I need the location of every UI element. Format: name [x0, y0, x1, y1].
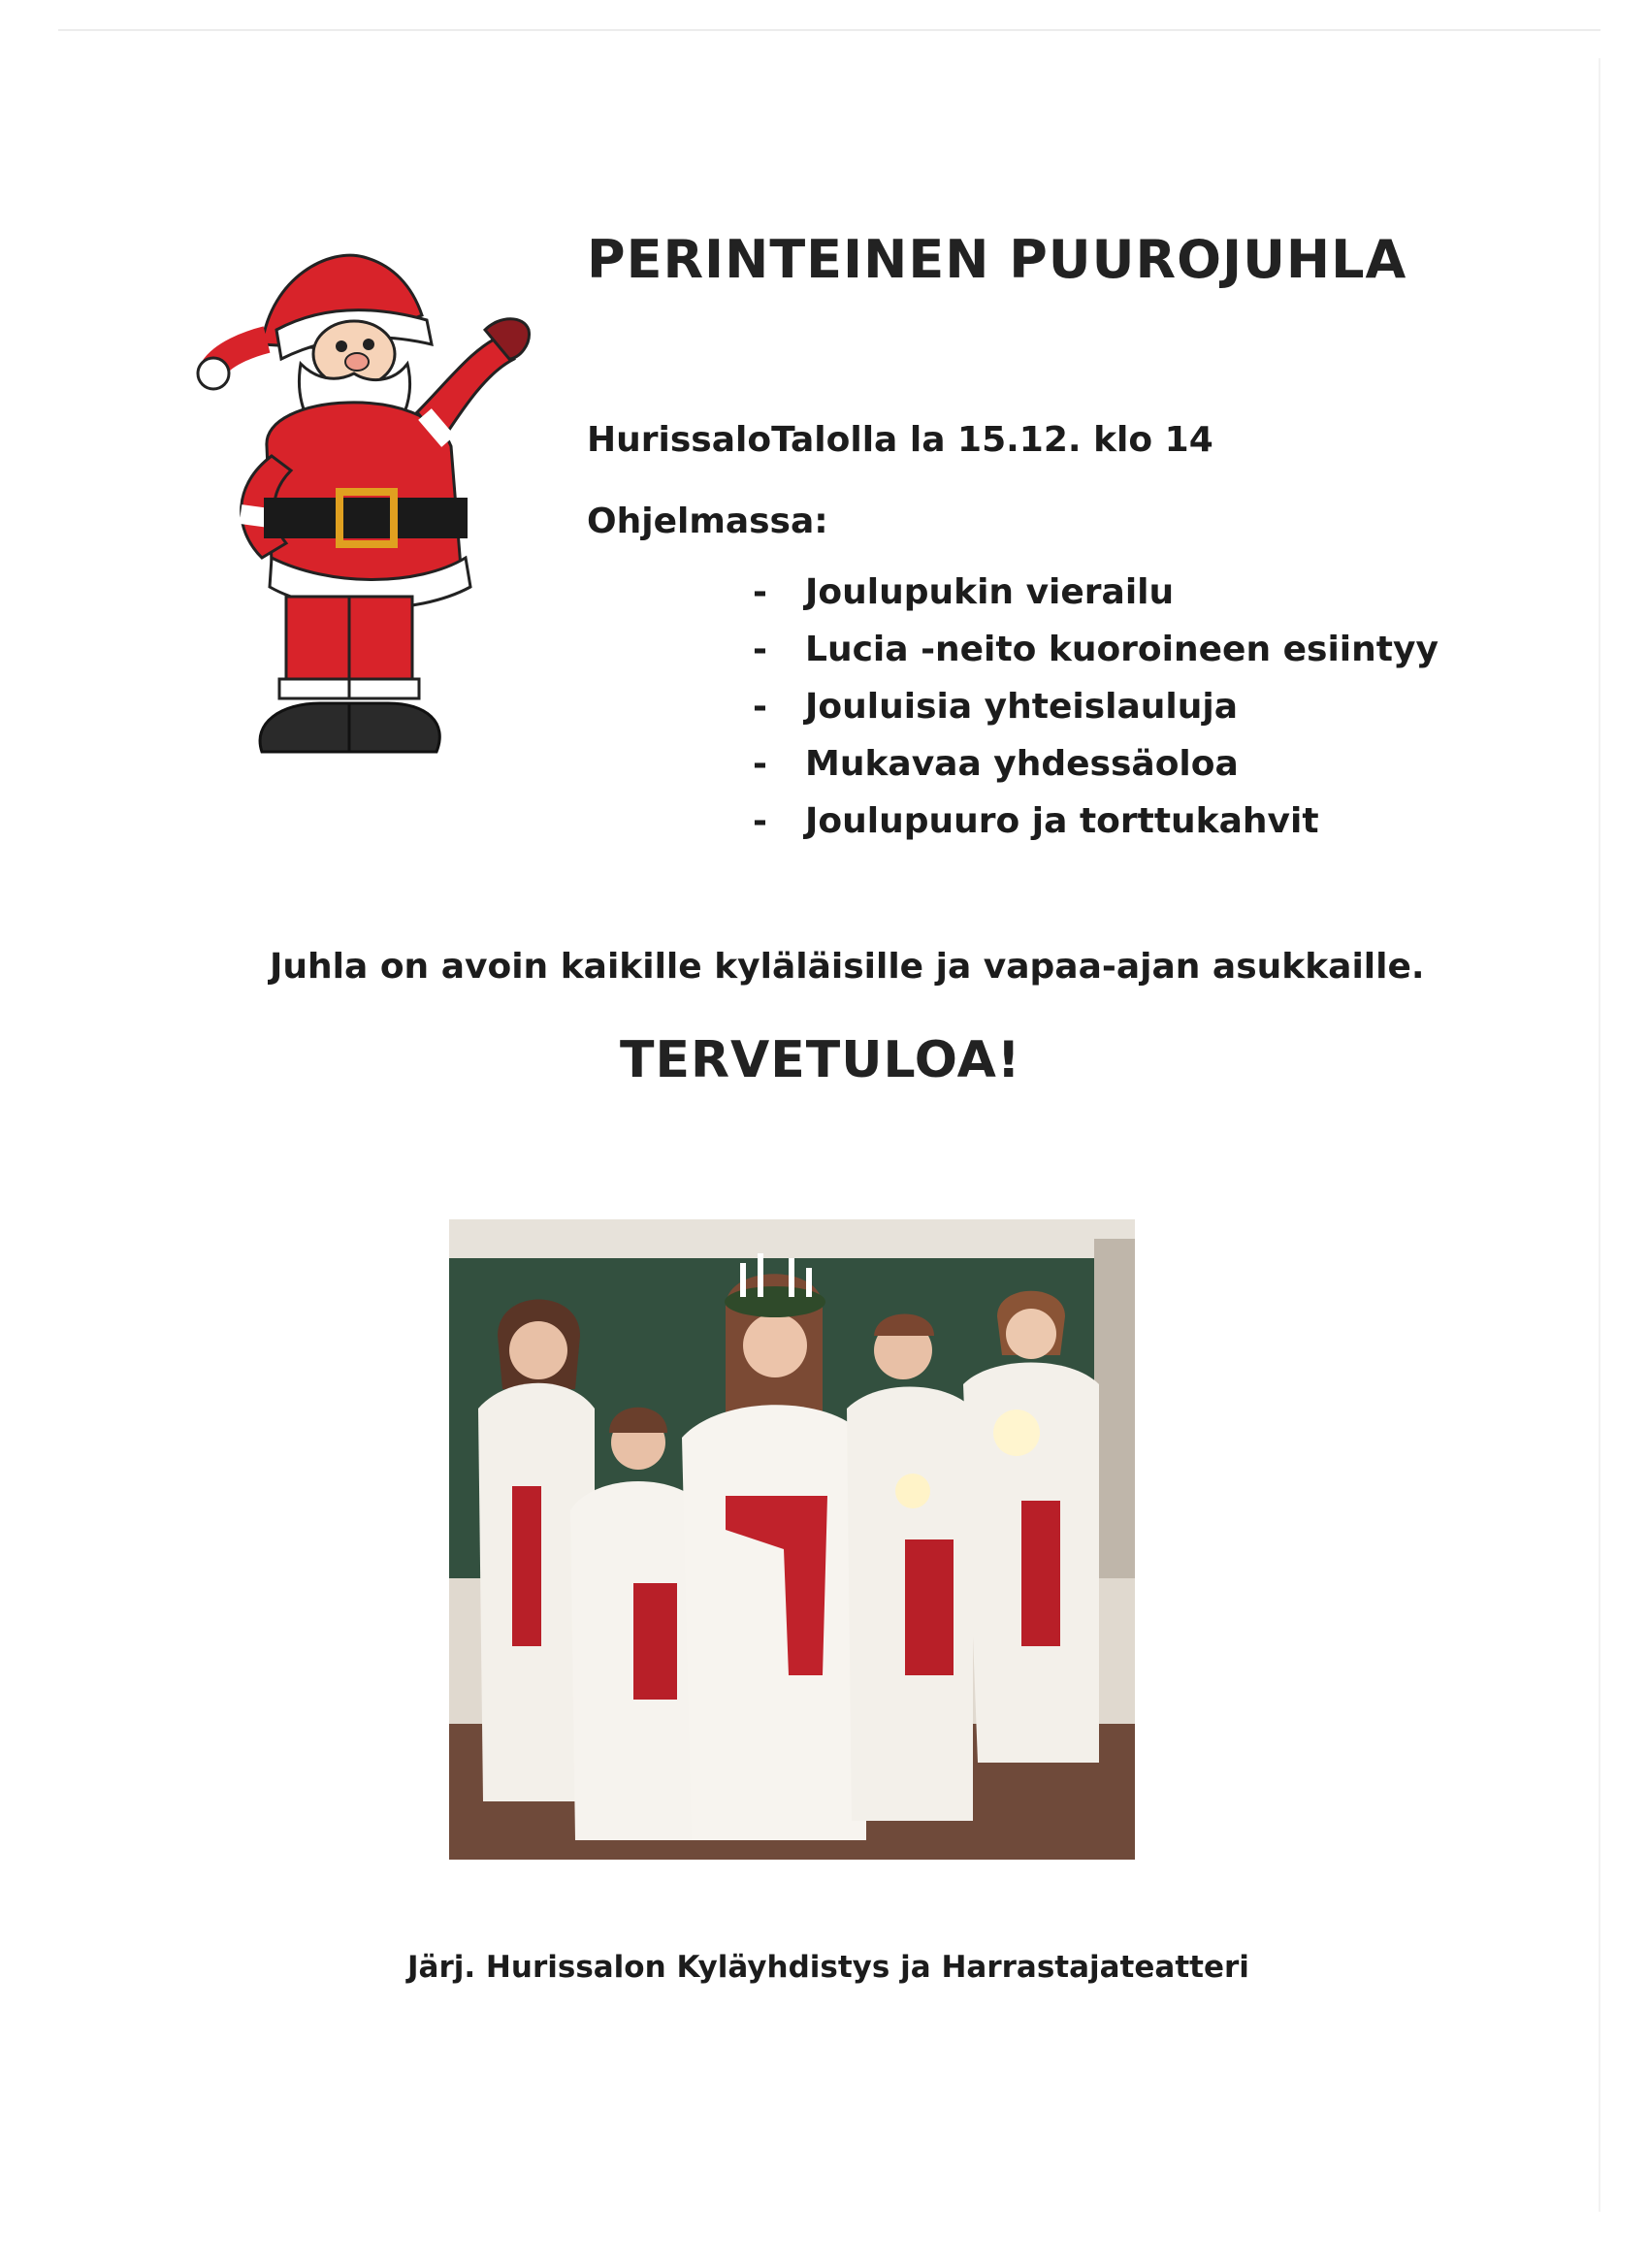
list-item-text: Lucia -neito kuoroineen esiintyy: [805, 630, 1439, 669]
welcome-text: TERVETULOA!: [620, 1031, 1021, 1089]
list-item-text: Jouluisia yhteislauluja: [805, 687, 1239, 727]
santa-claus-icon: [194, 238, 534, 761]
scan-border-top: [58, 29, 1600, 31]
list-item-text: Joulupukin vierailu: [805, 572, 1175, 612]
scan-border-right: [1599, 58, 1600, 2212]
program-label: Ohjelmassa:: [587, 502, 828, 541]
organizer-text: Järj. Hurissalon Kyläyhdistys ja Harrastajateatteri: [407, 1950, 1249, 1985]
list-dash: -: [753, 744, 767, 784]
poster-title: PERINTEINEN PUUROJUHLA: [587, 229, 1407, 290]
lucia-photo-icon: [449, 1219, 1135, 1860]
list-dash: -: [753, 687, 767, 727]
list-dash: -: [753, 572, 767, 612]
list-dash: -: [753, 630, 767, 669]
list-dash: -: [753, 801, 767, 841]
list-item-text: Mukavaa yhdessäoloa: [805, 744, 1239, 784]
event-details: HurissaloTalolla la 15.12. klo 14: [587, 420, 1213, 460]
open-invitation-text: Juhla on avoin kaikille kyläläisille ja vapaa-ajan asukkaille.: [270, 947, 1425, 987]
list-item-text: Joulupuuro ja torttukahvit: [805, 801, 1319, 841]
